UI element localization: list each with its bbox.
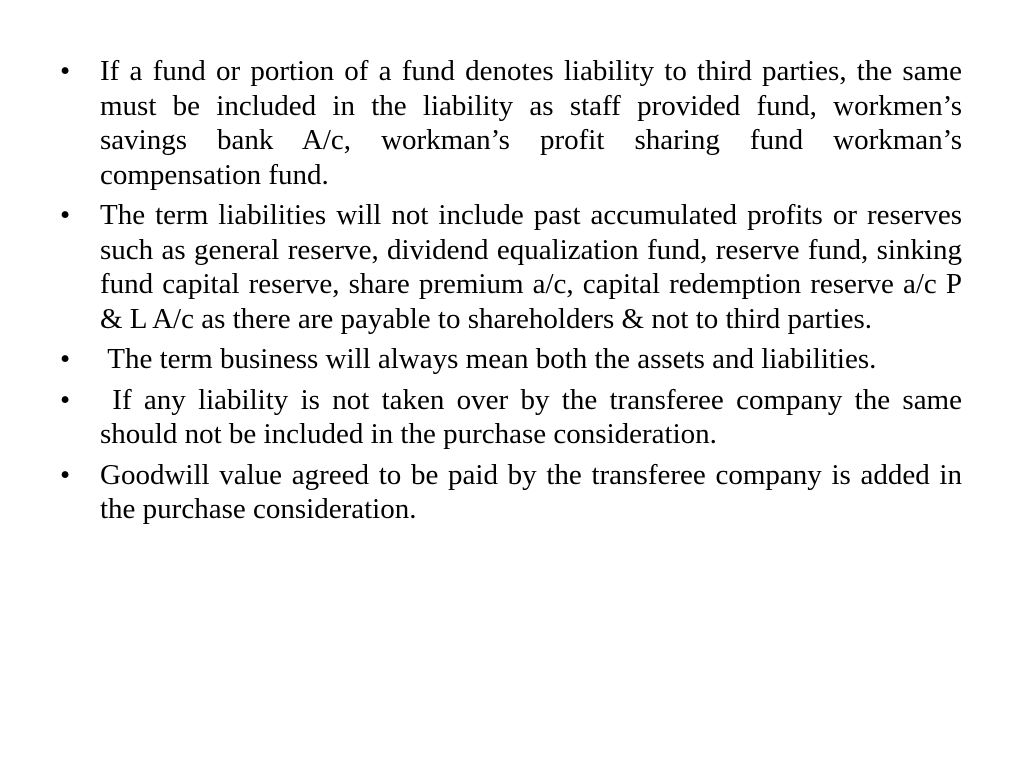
- bullet-icon: •: [60, 383, 71, 416]
- bullet-text: The term liabilities will not include past accumulated profits or reserves such as general reserve, dividend equalization fund, reserve fund, sinking fund capital reserve, share premium a/c, capital redemption reserve a/c P & L A/c as there are payable to shareholders & not to third parties.: [100, 199, 962, 335]
- bullet-text: If any liability is not taken over by the transferee company the same should not be included in the purchase consideration.: [100, 383, 970, 450]
- bullet-icon: •: [60, 55, 71, 87]
- bullet-icon: •: [60, 343, 71, 375]
- list-item: [58, 54, 962, 192]
- list-item: [58, 383, 970, 452]
- bullet-text: Goodwill value agreed to be paid by the transferee company is added in the purchase consideration.: [100, 458, 962, 525]
- bullet-icon: •: [60, 199, 71, 231]
- list-item: [58, 342, 962, 377]
- bullet-icon: •: [60, 458, 71, 491]
- bullet-list: [58, 54, 970, 533]
- list-item: [58, 198, 962, 336]
- bullet-text: The term business will always mean both the assets and liabilities.: [100, 343, 877, 375]
- bullet-text: If a fund or portion of a fund denotes liability to third parties, the same must be included in the liability as staff provided fund, workmen’s savings bank A/c, workman’s profit sharing fund workman’s compensation fund.: [100, 55, 962, 191]
- list-item: [58, 458, 962, 527]
